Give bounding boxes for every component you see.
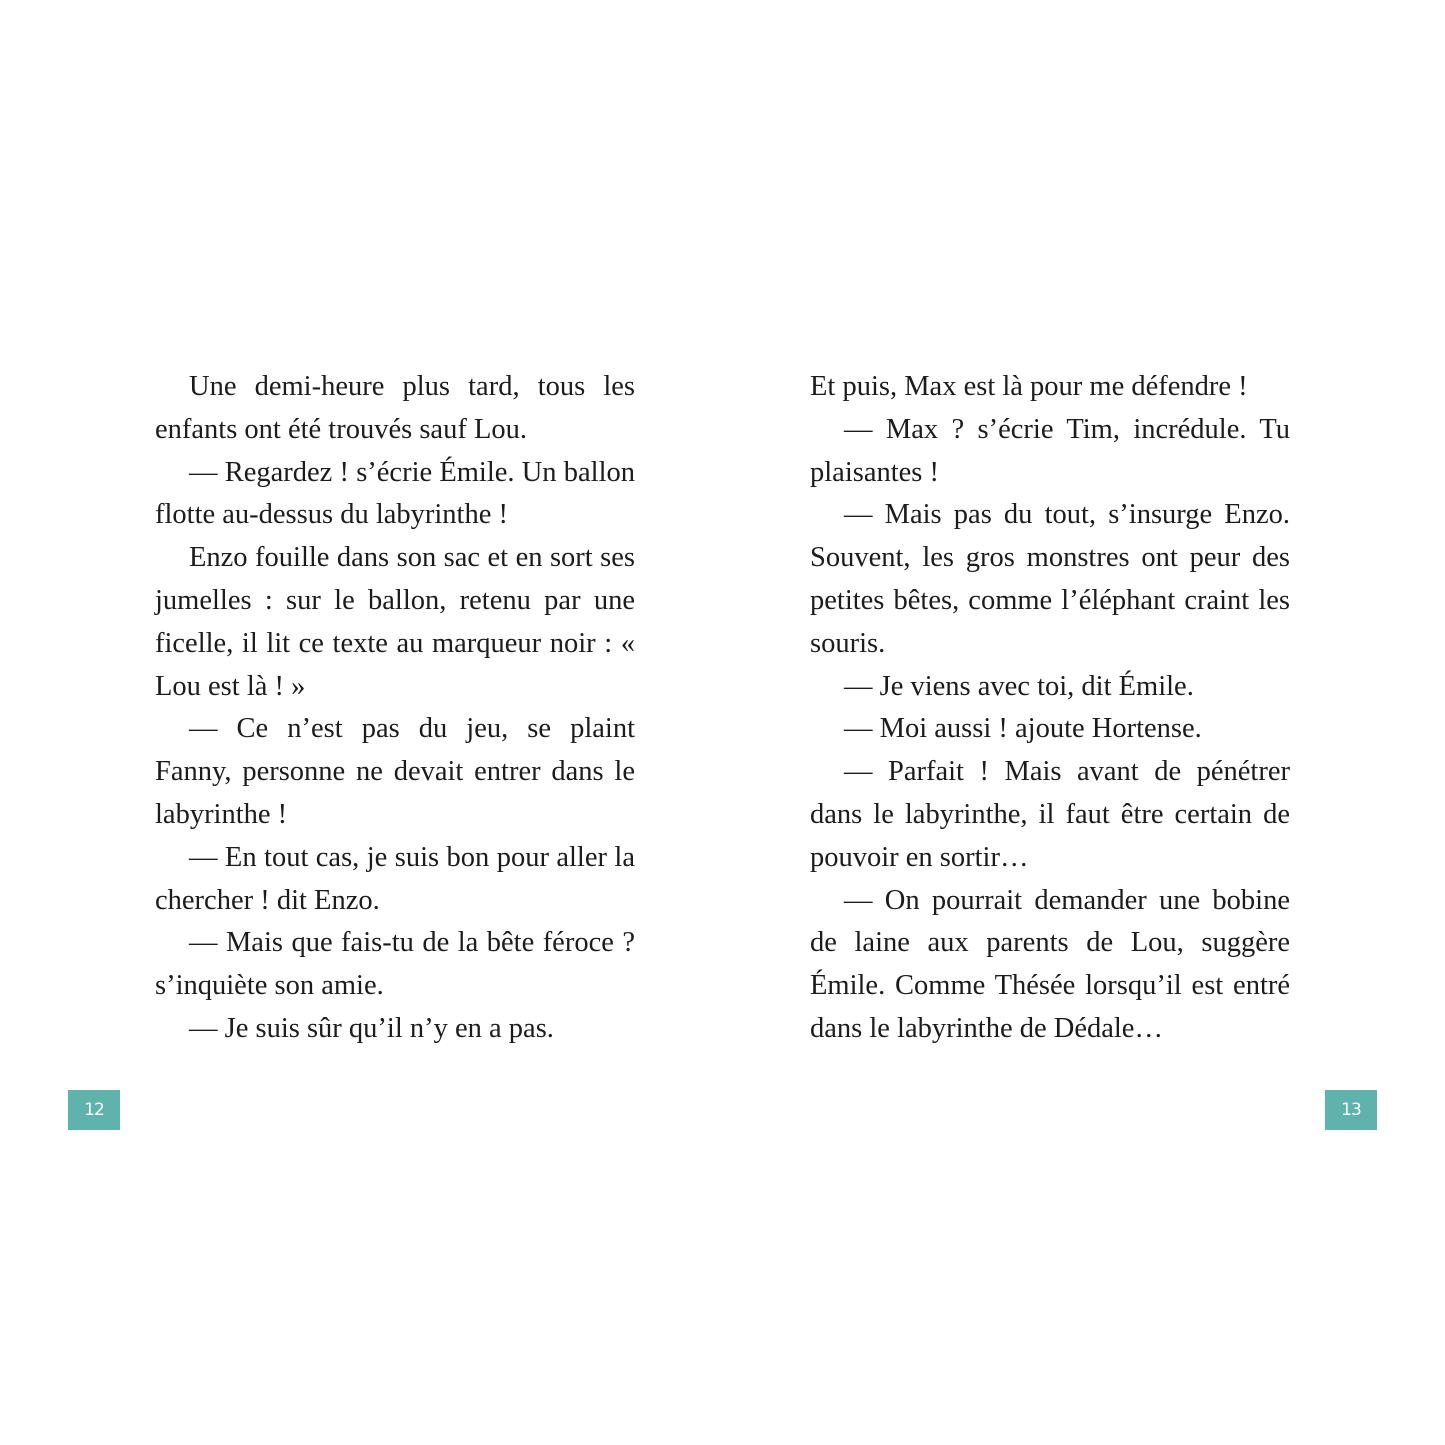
paragraph: — Mais pas du tout, s’insurge Enzo. Souvent, les gros monstres ont peur des petites bêtes, comme l’éléphant craint les souris. [810, 499, 1290, 659]
paragraph: — Regardez ! s’écrie Émile. Un ballon flotte au-dessus du labyrinthe ! [155, 456, 635, 531]
paragraph: Une demi-heure plus tard, tous les enfants ont été trouvés sauf Lou. [155, 371, 635, 445]
page-number-right: 13 [1325, 1090, 1377, 1130]
paragraph: Et puis, Max est là pour me défendre ! [810, 371, 1248, 402]
paragraph: — Max ? s’écrie Tim, incrédule. Tu plaisantes ! [810, 413, 1290, 488]
left-page-text [155, 366, 635, 1051]
paragraph: Enzo fouille dans son sac et en sort ses jumelles : sur le ballon, retenu par une ficelle, il lit ce texte au marqueur noir : « Lou est là ! » [155, 542, 635, 702]
paragraph: — Ce n’est pas du jeu, se plaint Fanny, personne ne devait entrer dans le labyrinthe ! [155, 713, 635, 830]
paragraph: — Mais que fais-tu de la bête féroce ? s’inquiète son amie. [155, 927, 635, 1002]
paragraph: — Je viens avec toi, dit Émile. [844, 670, 1194, 702]
page-number-left: 12 [68, 1090, 120, 1130]
right-page-text [810, 366, 1290, 1051]
paragraph: — Moi aussi ! ajoute Hortense. [844, 713, 1202, 745]
paragraph: — On pourrait demander une bobine de laine aux parents de Lou, suggère Émile. Comme Thésée lorsqu’il est entré dans le labyrinthe de Dédale… [810, 884, 1290, 1044]
paragraph: — Parfait ! Mais avant de pénétrer dans le labyrinthe, il faut être certain de pouvoir en sortir… [810, 756, 1290, 873]
paragraph: — Je suis sûr qu’il n’y en a pas. [189, 1012, 554, 1044]
paragraph: — En tout cas, je suis bon pour aller la chercher ! dit Enzo. [155, 841, 635, 916]
